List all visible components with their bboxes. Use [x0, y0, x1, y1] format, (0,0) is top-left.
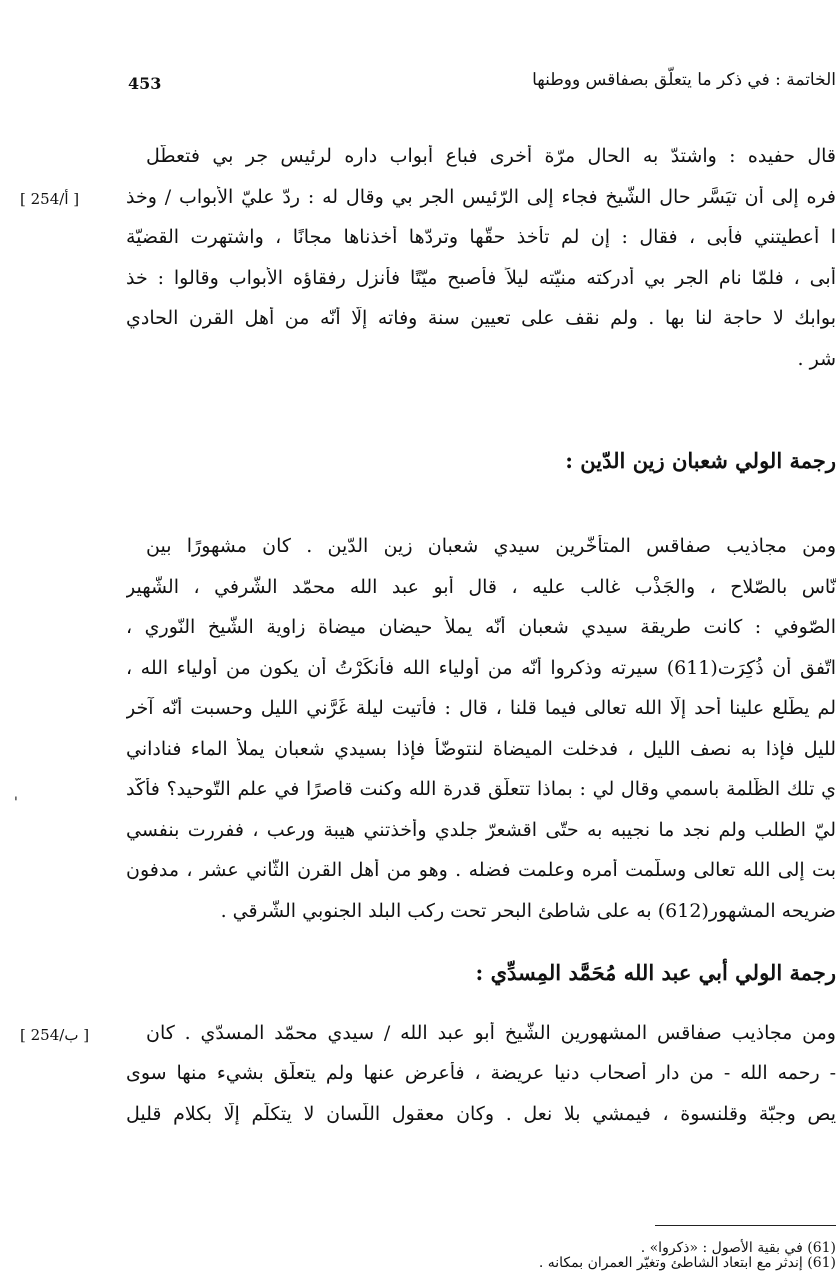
page-number: 453	[128, 74, 162, 93]
body-line: بت إلى الله تعالى وسلّمت أمره وعلمت فضله . وهو من أهل القرن الثّاني عشر ، مدفون	[126, 859, 836, 881]
margin-mark: '	[14, 795, 18, 811]
body-line: ليّ الطلب ولم نجد ما نجيبه به حتّى اقشعرّ جلدي وأخذتني هيبة ورعب ، ففررت بنفسي	[126, 819, 836, 841]
body-line: فره إلى أن تيَسَّر حال الشّيخ فجاء إلى الرّئيس الجر بي وقال له : ردّ عليّ الأبواب / وخذ	[126, 186, 836, 208]
body-line: لم يطّلع علينا أحد إلّا الله تعالى فيما قلنا ، قال : فأتيت ليلة غَرَّني الليل وحسبت أنّه آخر	[126, 697, 836, 719]
body-line: ضريحه المشهور(612) به على شاطئ البحر تحت ركب البلد الجنوبي الشّرقي .	[220, 900, 836, 922]
running-header: الخاتمة : في ذكر ما يتعلّق بصفاقس ووطنها	[532, 70, 836, 90]
body-line: بوابك لا حاجة لنا بها . ولم نقف على تعيين سنة وفاته إلّا أنّه من أهل القرن الحادي	[126, 307, 836, 329]
body-line: الصّوفي : كانت طريقة سيدي شعبان أنّه يملأ حيضان ميضاة زاوية الشّيخ النّوري ،	[126, 616, 836, 638]
body-line: قال حفيده : واشتدّ به الحال مرّة أخرى فباع أبواب داره لرئيس جر بي فتعطّل	[146, 145, 836, 167]
margin-reference: [ 254/أ ]	[20, 190, 80, 208]
footnote-divider	[655, 1225, 836, 1226]
body-line: ومن مجاذيب صفاقس المشهورين الشّيخ أبو عبد الله / سيدي محمّد المسدّي . كان	[146, 1022, 836, 1044]
body-line: نّاس بالصّلاح ، والجَذْب غالب عليه ، قال أبو عبد الله محمّد الشّرفي ، الشّهير	[126, 576, 836, 598]
footnote: (61) في بقية الأصول : «ذكروا» .	[640, 1240, 836, 1256]
margin-reference: [ 254/ب ]	[20, 1026, 90, 1044]
section-heading: رجمة الولي شعبان زين الدّين :	[565, 448, 836, 473]
body-line: اتّفق أن ذُكِرَت(611) سيرته وذكروا أنّه من أولياء الله فأَنكَرْتُ أن يكون من أولياء الله ،	[126, 657, 836, 679]
body-line: ومن مجاذيب صفاقس المتأخّرين سيدي شعبان زين الدّين . كان مشهورًا بين	[146, 535, 836, 557]
body-line: أبى ، فلمّا نام الجر بي أدركته منيّته ليلاً فأصبح ميّتًا فأنزل رفقاؤه الأبواب وقالوا : خذ	[126, 267, 836, 289]
body-line: ا أعطيتني فأبى ، فقال : إن لم تأخذ حقّها وتردّها أخذناها مجانًا ، واشتهرت القضيّة	[126, 226, 836, 248]
body-line: - رحمه الله - من دار أصحاب دنيا عريضة ، فأعرض عنها ولم يتعلّق بشيء منها سوى	[126, 1062, 836, 1084]
footnote: (61) إندثر مع ابتعاد الشاطئ وتغيّر العمران بمكانه .	[538, 1255, 836, 1271]
body-line: يص وجبّة وقلنسوة ، فيمشي بلا نعل . وكان معقول اللّسان لا يتكلّم إلّا بكلام قليل	[126, 1103, 836, 1125]
body-line: ي تلك الظّلمة باسمي وقال لي : بماذا تتعلّق قدرة الله وكنت قاصرًا في علم التّوحيد؟ فأكّد	[126, 778, 836, 800]
body-line: لليل فإذا به نصف الليل ، فدخلت الميضاة لنتوضّأ فإذا بسيدي شعبان يملأ الماء فناداني	[126, 738, 836, 760]
section-heading: رجمة الولي أبي عبد الله مُحَمَّد المِسدِّي :	[475, 960, 836, 985]
body-line: شر .	[797, 348, 836, 370]
